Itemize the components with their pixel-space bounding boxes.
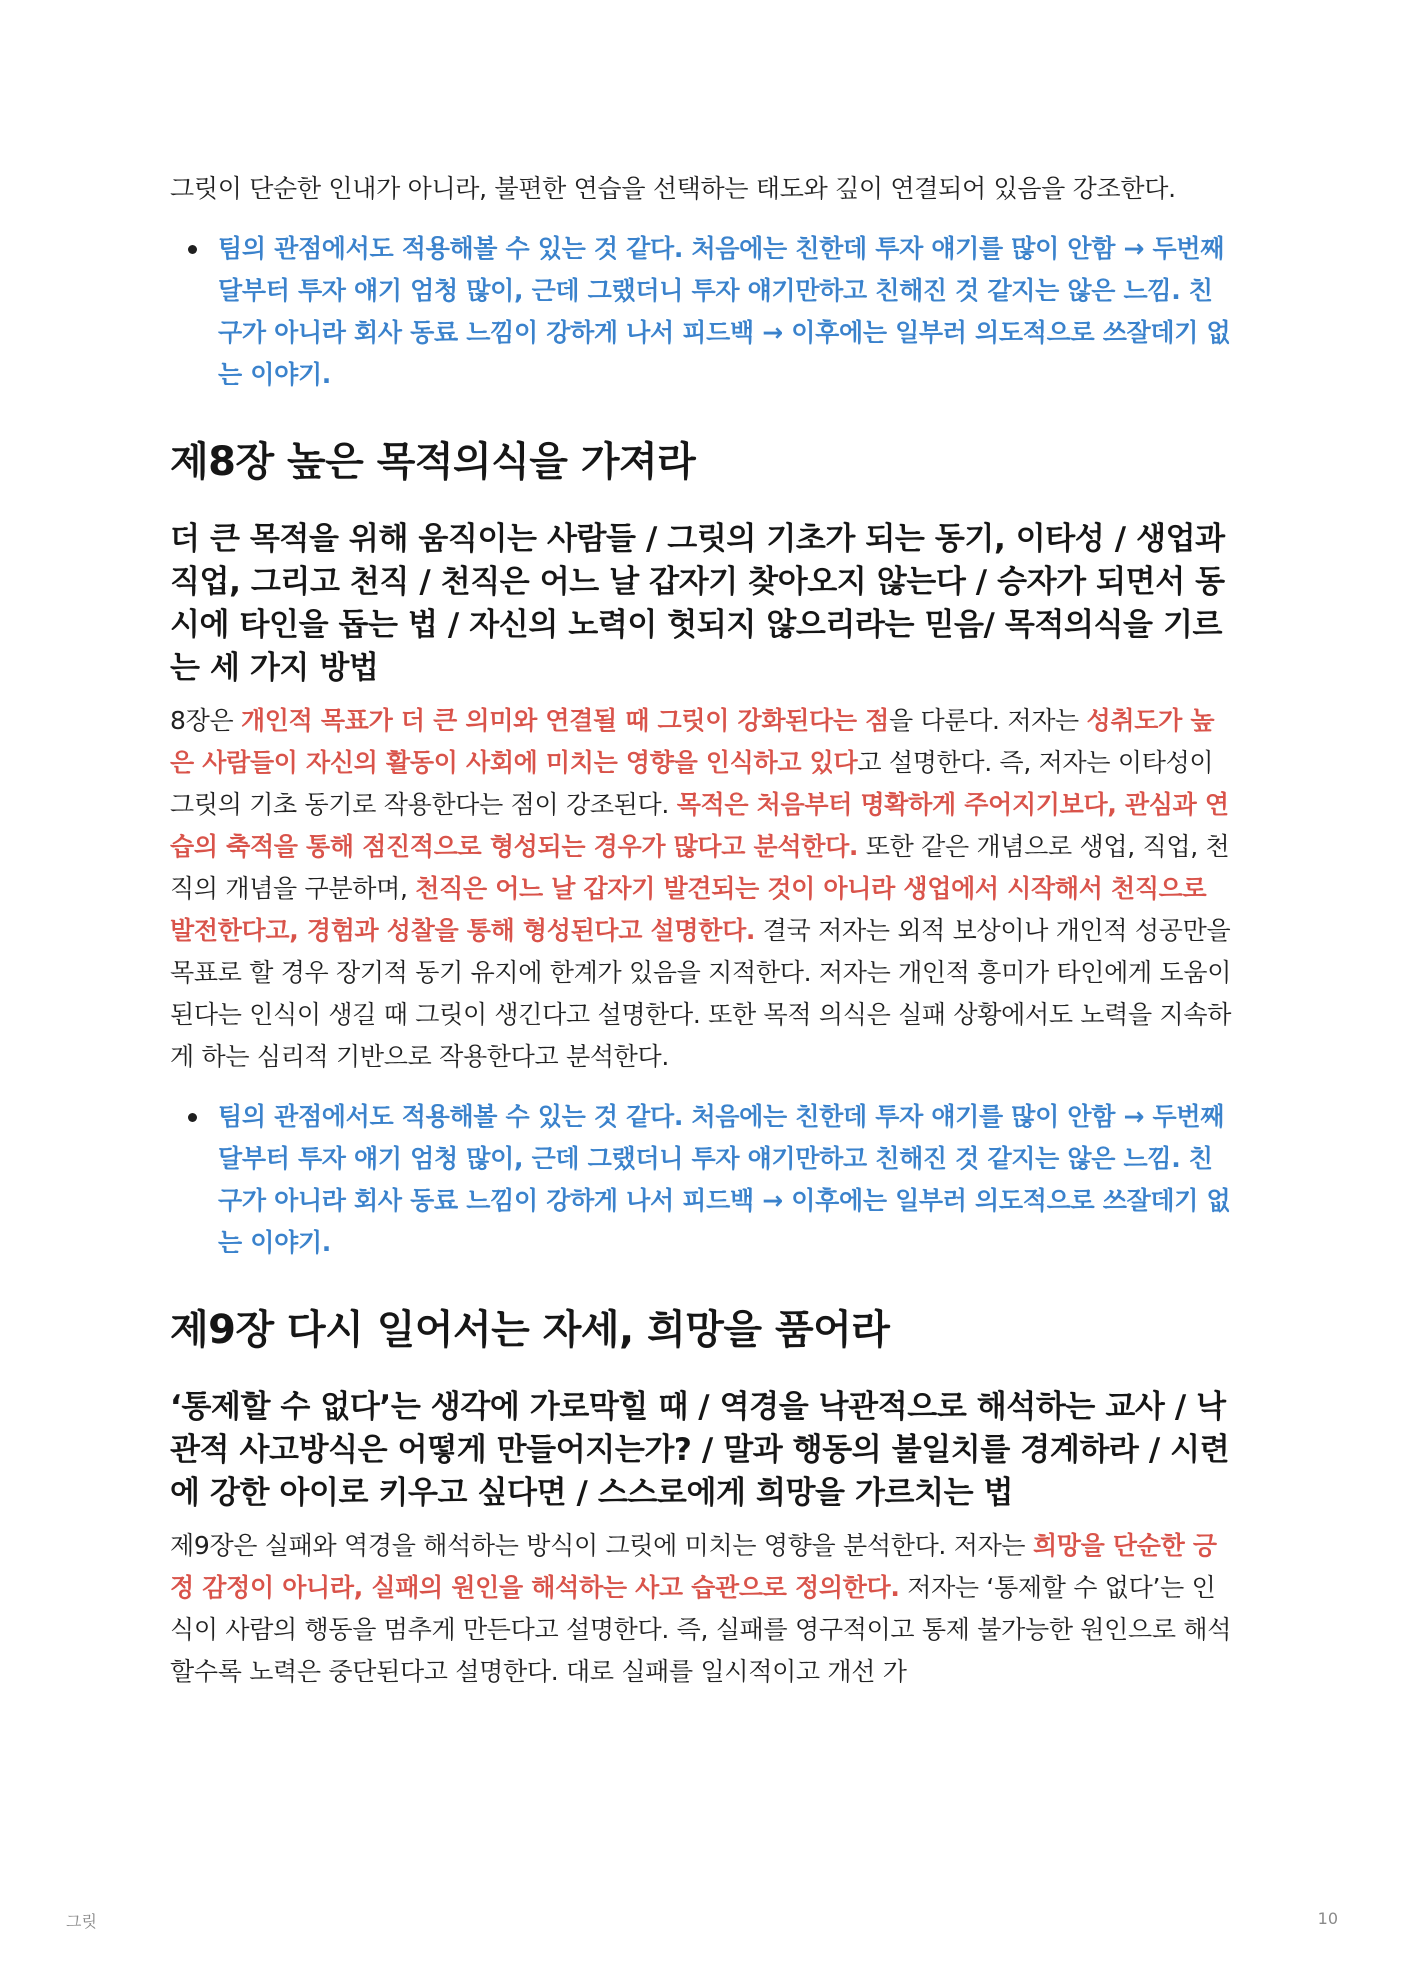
summary-highlight: 천직은 어느 날 갑자기 발견되는 것이 아니라 생업에서 시작해서 천직으로 발전한다고, 경험과 성찰을 통해 형성된다고 설명한다. — [170, 874, 1207, 945]
intro-paragraph: 그릿이 단순한 인내가 아니라, 불편한 연습을 선택하는 태도와 깊이 연결되어 있음을 강조한다. — [170, 174, 1176, 203]
summary-text: 고 설명한다. 즉, 저자는 이타성이 그릿의 기초 동기로 작용한다는 점이 강조된다. — [170, 748, 1214, 819]
chapter9-summary — [170, 1525, 1236, 1693]
note-item: 팀의 관점에서도 적용해볼 수 있는 것 같다. 처음에는 친한데 투자 얘기를 많이 안함 → 두번째달부터 투자 얘기 엄청 많이, 근데 그랬더니 투자 얘기만하고 친해진 것 같지는 않은 느낌. 친구가 아니라 회사 동료 느낌이 강하게 나서 피드백 → 이후에는 일부러 의도적으로 쓰잘데기 없는 이야기. — [218, 1096, 1236, 1264]
summary-text: 제9장은 실패와 역경을 해석하는 방식이 그릿에 미치는 영향을 분석한다. 저자는 — [170, 1531, 1033, 1560]
chapter8-summary — [170, 700, 1236, 1078]
note-list-2 — [170, 1096, 1236, 1264]
note-list-1 — [170, 228, 1236, 396]
page-number: 10 — [1317, 1909, 1338, 1928]
chapter8-subtitle: 더 큰 목적을 위해 움직이는 사람들 / 그릿의 기초가 되는 동기, 이타성 / 생업과 직업, 그리고 천직 / 천직은 어느 날 갑자기 찾아오지 않는다 / 승자가 되면서 동시에 타인을 돕는 법 / 자신의 노력이 헛되지 않으리라는 믿음/ 목적의식을 기르는 세 가지 방법 — [170, 521, 1225, 686]
summary-text: 또한 같은 개념으로 생업, 직업, 천직의 개념을 구분하며, — [170, 832, 1230, 903]
footer-title: 그릿 — [66, 1912, 97, 1931]
summary-highlight: 성취도가 높은 사람들이 자신의 활동이 사회에 미치는 영향을 인식하고 있다 — [170, 706, 1215, 777]
summary-text: 을 다룬다. 저자는 — [889, 706, 1087, 735]
summary-text: 결국 저자는 외적 보상이나 개인적 성공만을 목표로 할 경우 장기적 동기 유지에 한계가 있음을 지적한다. 저자는 개인적 흥미가 타인에게 도움이 된다는 인식이 생길 때 그릿이 생긴다고 설명한다. 또한 목적 의식은 실패 상황에서도 노력을 지속하게 하는 심리적 기반으로 작용한다고 분석한다. — [170, 916, 1232, 1071]
summary-highlight: 목적은 처음부터 명확하게 주어지기보다, 관심과 연습의 축적을 통해 점진적으로 형성되는 경우가 많다고 분석한다. — [170, 790, 1229, 861]
summary-text: 저자는 ‘통제할 수 없다’는 인식이 사람의 행동을 멈추게 만든다고 설명한다. 즉, 실패를 영구적이고 통제 불가능한 원인으로 해석할수록 노력은 중단된다고 설명한다. 대로 실패를 일시적이고 개선 가 — [170, 1573, 1232, 1686]
chapter8-title: 제8장 높은 목적의식을 가져라 — [170, 439, 696, 485]
page-content — [170, 168, 1236, 1693]
chapter9-title: 제9장 다시 일어서는 자세, 희망을 품어라 — [170, 1307, 890, 1353]
note-item: 팀의 관점에서도 적용해볼 수 있는 것 같다. 처음에는 친한데 투자 얘기를 많이 안함 → 두번째달부터 투자 얘기 엄청 많이, 근데 그랬더니 투자 얘기만하고 친해진 것 같지는 않은 느낌. 친구가 아니라 회사 동료 느낌이 강하게 나서 피드백 → 이후에는 일부러 의도적으로 쓰잘데기 없는 이야기. — [218, 228, 1236, 396]
summary-highlight: 희망을 단순한 긍정 감정이 아니라, 실패의 원인을 해석하는 사고 습관으로 정의한다. — [170, 1531, 1217, 1602]
summary-highlight: 개인적 목표가 더 큰 의미와 연결될 때 그릿이 강화된다는 점 — [240, 706, 889, 735]
summary-text: 8장은 — [170, 706, 241, 735]
chapter9-subtitle: ‘통제할 수 없다’는 생각에 가로막힐 때 / 역경을 낙관적으로 해석하는 교사 / 낙관적 사고방식은 어떻게 만들어지는가? / 말과 행동의 불일치를 경계하라 / 시련에 강한 아이로 키우고 싶다면 / 스스로에게 희망을 가르치는 법 — [170, 1389, 1230, 1511]
